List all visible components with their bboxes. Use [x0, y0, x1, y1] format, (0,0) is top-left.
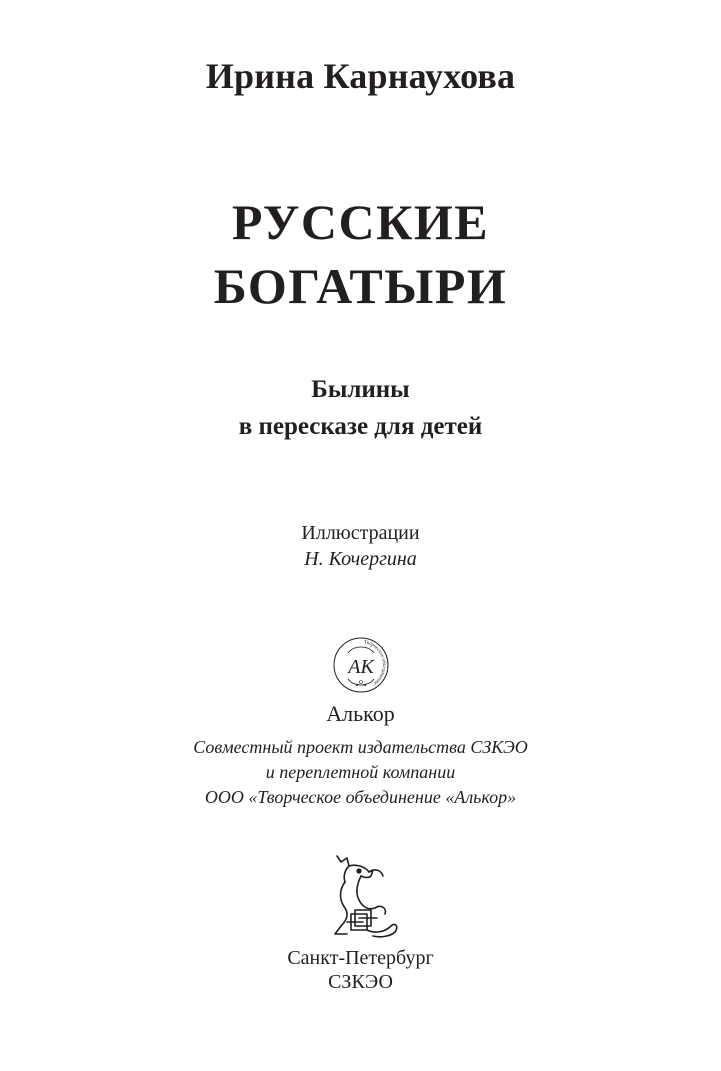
publisher-name: СЗКЭО	[328, 971, 393, 993]
book-title-line-2: БОГАТЫРИ	[213, 258, 508, 314]
book-subtitle-line-1: Былины	[311, 376, 410, 403]
book-title	[0, 190, 721, 318]
illustrations-label: Иллюстрации	[301, 522, 420, 544]
book-title-line-1: РУССКИЕ	[231, 194, 490, 250]
alkor-logo-icon	[320, 635, 402, 705]
author-name: Ирина Карнаухова	[205, 56, 516, 96]
logo-ring-text: Творческое объединение	[363, 640, 386, 686]
book-subtitle	[0, 371, 721, 445]
project-note	[0, 735, 721, 810]
project-note-line-1: Совместный проект издательства СЗКЭО	[193, 737, 528, 757]
book-subtitle-line-2: в пересказе для детей	[238, 413, 483, 440]
publication-city: Санкт-Петербург	[287, 947, 434, 969]
project-note-line-3: ООО «Творческое объединение «Алькор»	[204, 787, 517, 807]
illustrator-name: Н. Кочергина	[304, 548, 417, 570]
dragon-emblem-icon	[325, 852, 405, 940]
project-note-line-2: и переплетной компании	[265, 762, 456, 782]
logo-monogram: АК	[348, 656, 374, 678]
logo-name: Алькор	[326, 701, 395, 726]
